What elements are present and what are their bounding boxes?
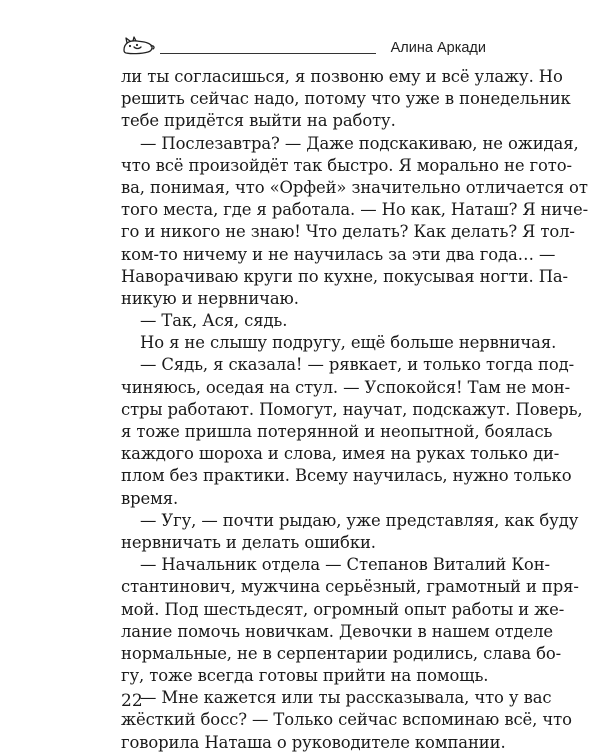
text-line: говорила Наташа о руководителе компании. xyxy=(121,732,506,752)
header-rule xyxy=(160,53,376,54)
text-line: стры работают. Помогут, научат, подскажут. Поверь, xyxy=(121,399,583,419)
text-line: нервничать и делать ошибки. xyxy=(121,532,376,552)
text-line: мой. Под шестьдесят, огромный опыт работы и же- xyxy=(121,599,565,619)
text-line: решить сейчас надо, потому что уже в понедельник xyxy=(121,89,571,109)
text-line: нормальные, не в серпентарии родились, слава бо- xyxy=(121,643,562,663)
text-line: никую и нервничаю. xyxy=(121,288,299,308)
text-line: плом без практики. Всему научилась, нужно только xyxy=(121,466,572,486)
running-header xyxy=(120,34,486,58)
text-line: Но я не слышу подругу, ещё больше нервничая. xyxy=(140,333,557,353)
text-line: тебе придётся выйти на работу. xyxy=(121,111,396,131)
text-line: — Начальник отдела — Степанов Виталий Кон- xyxy=(140,555,550,575)
text-line: жёсткий босс? — Только сейчас вспоминаю всё, что xyxy=(121,710,572,730)
text-line: каждого шороха и слова, имея на руках только ди- xyxy=(121,444,560,464)
text-line: — Послезавтра? — Даже подскакиваю, не ожидая, xyxy=(140,133,579,153)
text-line: ва, понимая, что «Орфей» значительно отличается от xyxy=(121,177,588,197)
text-line: — Сядь, я сказала! — рявкает, и только тогда под- xyxy=(140,355,575,375)
text-line: что всё произойдёт так быстро. Я морально не гото- xyxy=(121,155,572,175)
text-line: время. xyxy=(121,488,179,508)
text-line: — Мне кажется или ты рассказывала, что у вас xyxy=(140,688,552,708)
text-line: Наворачиваю круги по кухне, покусывая ногти. Па- xyxy=(121,266,568,286)
page-number: 22 xyxy=(121,691,143,711)
cat-ornament-icon xyxy=(120,36,156,56)
text-line: го и никого не знаю! Что делать? Как делать? Я тол- xyxy=(121,222,575,242)
text-line: лание помочь новичкам. Девочки в нашем отделе xyxy=(121,621,553,641)
text-line: — Так, Ася, сядь. xyxy=(140,311,288,331)
text-line: стантинович, мужчина серьёзный, грамотный и пря- xyxy=(121,577,579,597)
text-line: ли ты согласишься, я позвоню ему и всё улажу. Но xyxy=(121,67,563,86)
text-line: чиняюсь, оседая на стул. — Успокойся! Там не мон- xyxy=(121,377,571,397)
text-line: того места, где я работала. — Но как, Наташ? Я ниче- xyxy=(121,200,589,220)
text-line: ком-то ничему и не научилась за эти два года… — xyxy=(121,244,556,264)
author-name: Алина Аркади xyxy=(390,40,486,56)
text-line: гу, тоже всегда готовы прийти на помощь. xyxy=(121,666,489,686)
text-line: я тоже пришла потерянной и неопытной, боялась xyxy=(121,422,553,441)
text-line: — Угу, — почти рыдаю, уже представляя, как буду xyxy=(140,510,579,530)
body-text xyxy=(121,66,589,754)
